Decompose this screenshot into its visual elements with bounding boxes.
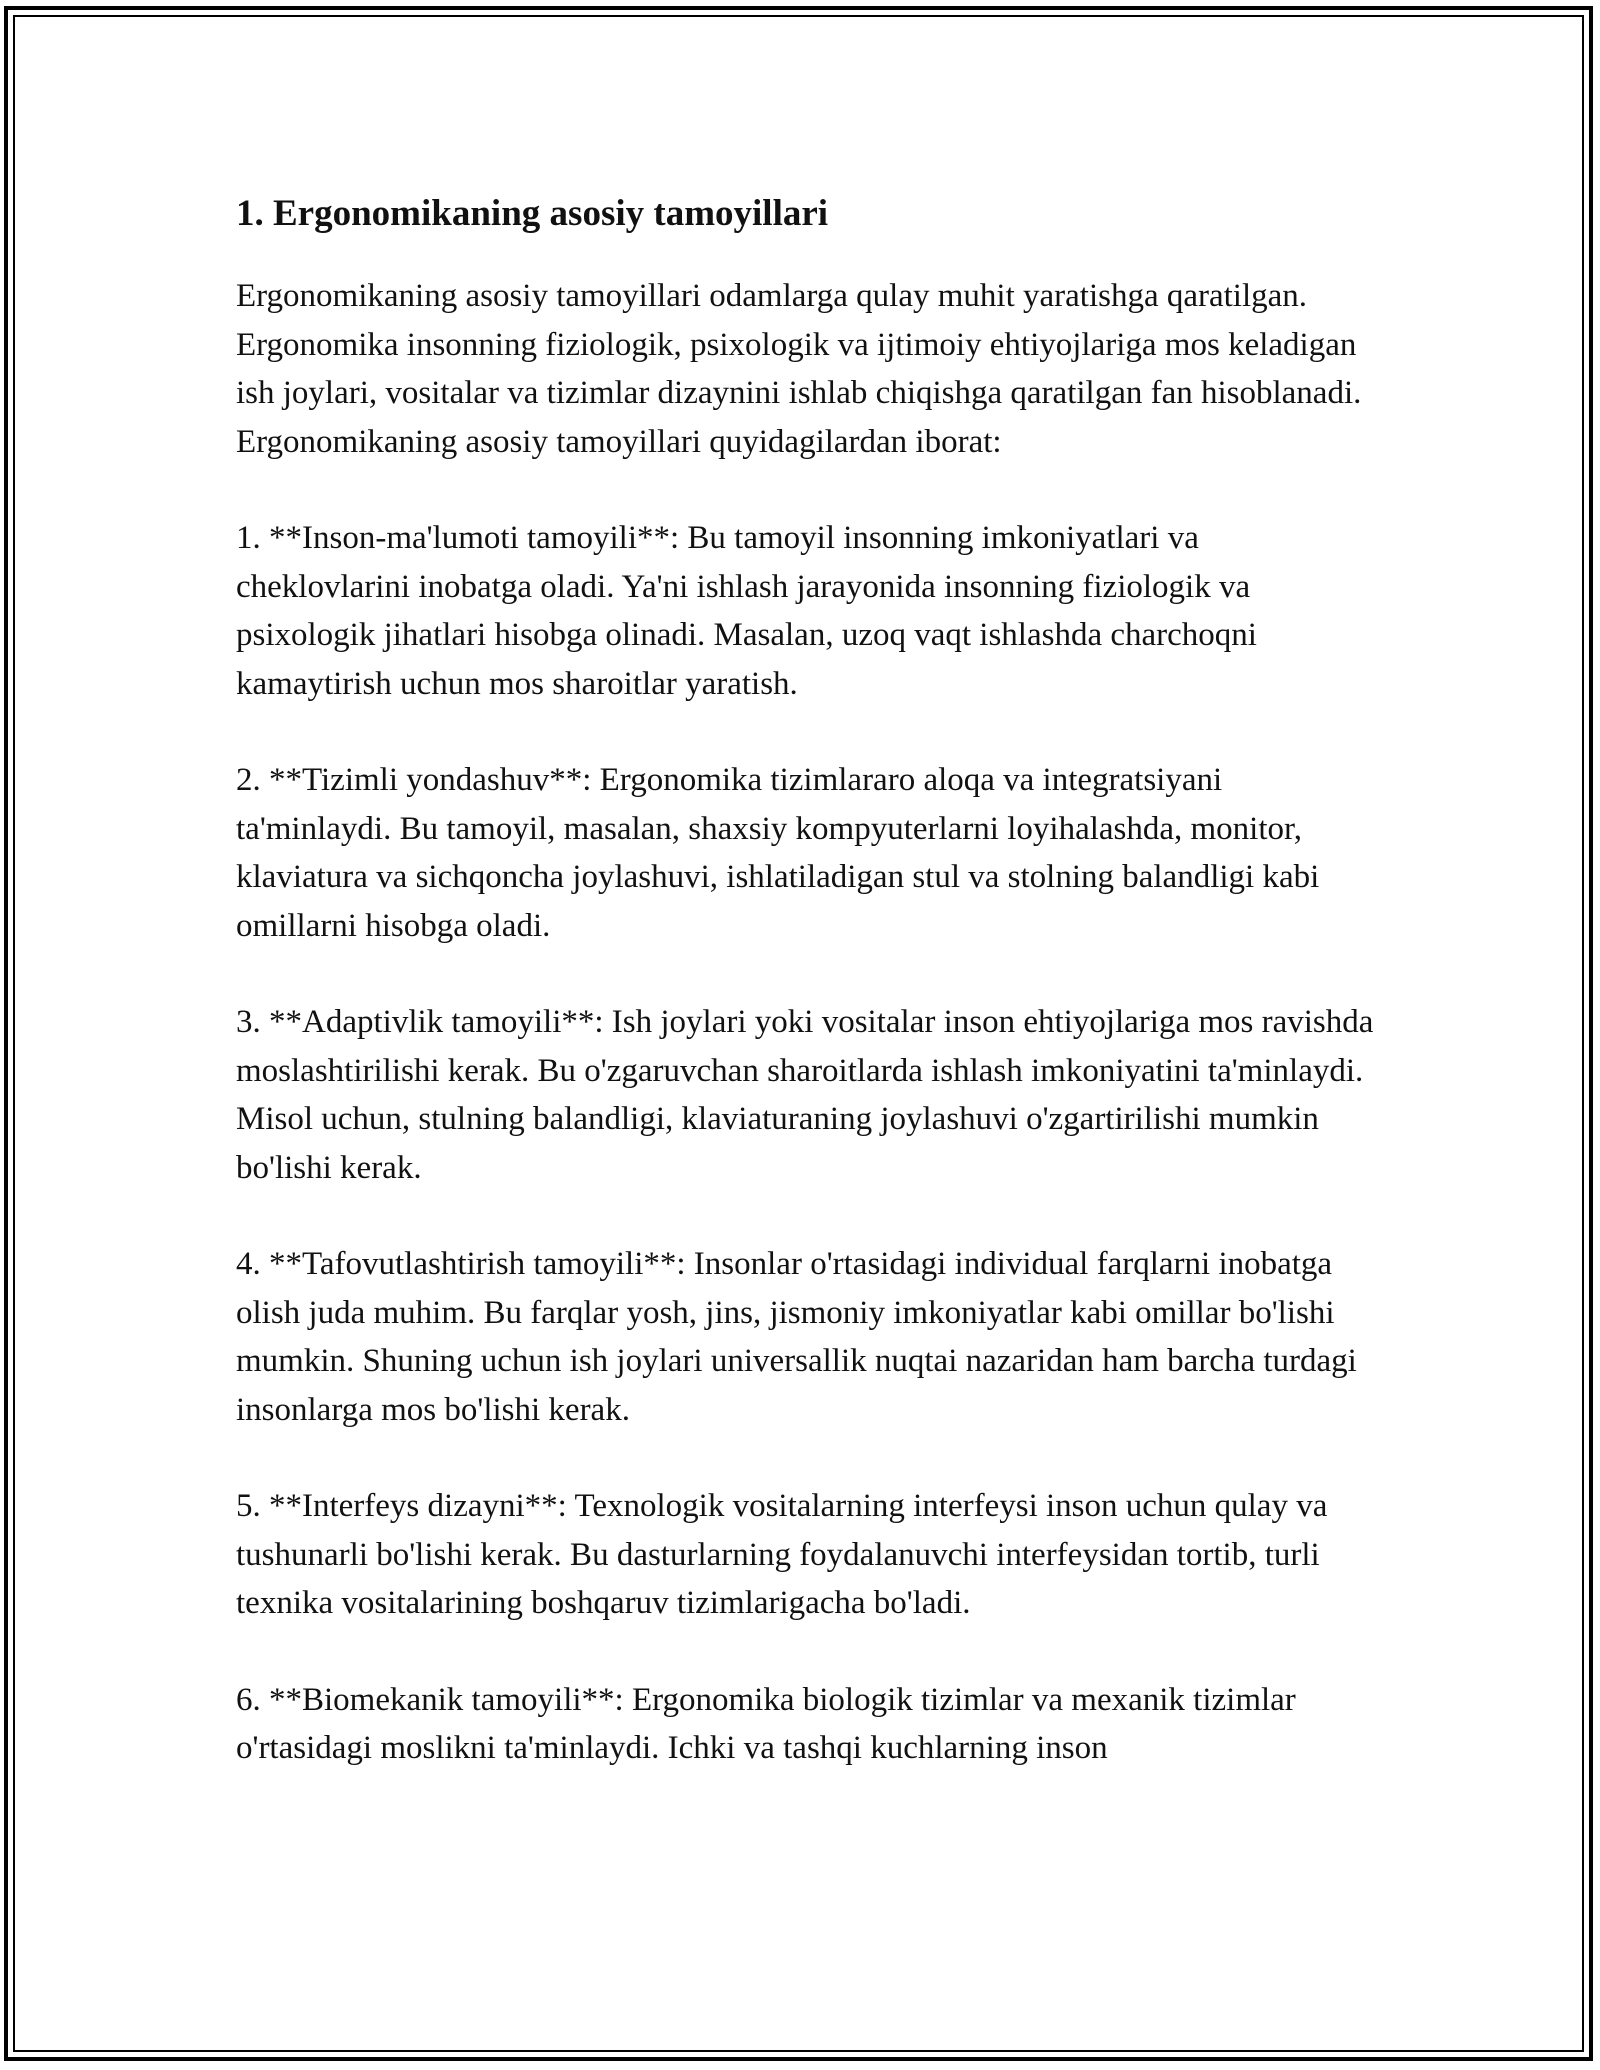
intro-paragraph: Ergonomikaning asosiy tamoyillari odamlarga qulay muhit yaratishga qaratilgan. Ergonomika insonning fiziologik, psixologik va ijtimoiy ehtiyojlariga mos keladigan ish joylari, vositalar va tizimlar dizaynini ishlab chiqishga qaratilgan fan hisoblanadi. Ergonomikaning asosiy tamoyillari quyidagilardan iborat: (236, 278, 1362, 460)
principle-3-paragraph: 3. **Adaptivlik tamoyili**: Ish joylari yoki vositalar inson ehtiyojlariga mos ravishda moslashtirilishi kerak. Bu o'zgaruvchan sharoitlarda ishlash imkoniyatini ta'minlaydi. Misol uchun, stulning balandligi, klaviaturaning joylashuvi o'zgartirilishi mumkin bo'lishi kerak. (236, 1004, 1374, 1186)
document-title: 1. Ergonomikaning asosiy tamoyillari (236, 193, 829, 234)
principle-5-paragraph: 5. **Interfeys dizayni**: Texnologik vositalarning interfeysi inson uchun qulay va tushunarli bo'lishi kerak. Bu dasturlarning foydalanuvchi interfeysidan tortib, turli texnika vositalarining boshqaruv tizimlarigacha bo'ladi. (236, 1488, 1328, 1621)
principle-4-paragraph: 4. **Tafovutlashtirish tamoyili**: Insonlar o'rtasidagi individual farqlarni inobatga olish juda muhim. Bu farqlar yosh, jins, jismoniy imkoniyatlar kabi omillar bo'lishi mumkin. Shuning uchun ish joylari universallik nuqtai nazaridan ham barcha turdagi insonlarga mos bo'lishi kerak. (236, 1246, 1357, 1428)
principle-6-paragraph: 6. **Biomekanik tamoyili**: Ergonomika biologik tizimlar va mexanik tizimlar o'rtasidagi moslikni ta'minlaydi. Ichki va tashqi kuchlarning inson (236, 1681, 1296, 1766)
principle-2-paragraph: 2. **Tizimli yondashuv**: Ergonomika tizimlararo aloqa va integratsiyani ta'minlaydi. Bu tamoyil, masalan, shaxsiy kompyuterlarni loyihalashda, monitor, klaviatura va sichqoncha joylashuvi, ishlatiladigan stul va stolning balandligi kabi omillarni hisobga oladi. (236, 762, 1320, 944)
principle-1-paragraph: 1. **Inson-ma'lumoti tamoyili**: Bu tamoyil insonning imkoniyatlari va cheklovlarini inobatga oladi. Ya'ni ishlash jarayonida insonning fiziologik va psixologik jihatlari hisobga olinadi. Masalan, uzoq vaqt ishlashda charchoqni kamaytirish uchun mos sharoitlar yaratish. (236, 520, 1257, 702)
document-body (236, 184, 1376, 1821)
